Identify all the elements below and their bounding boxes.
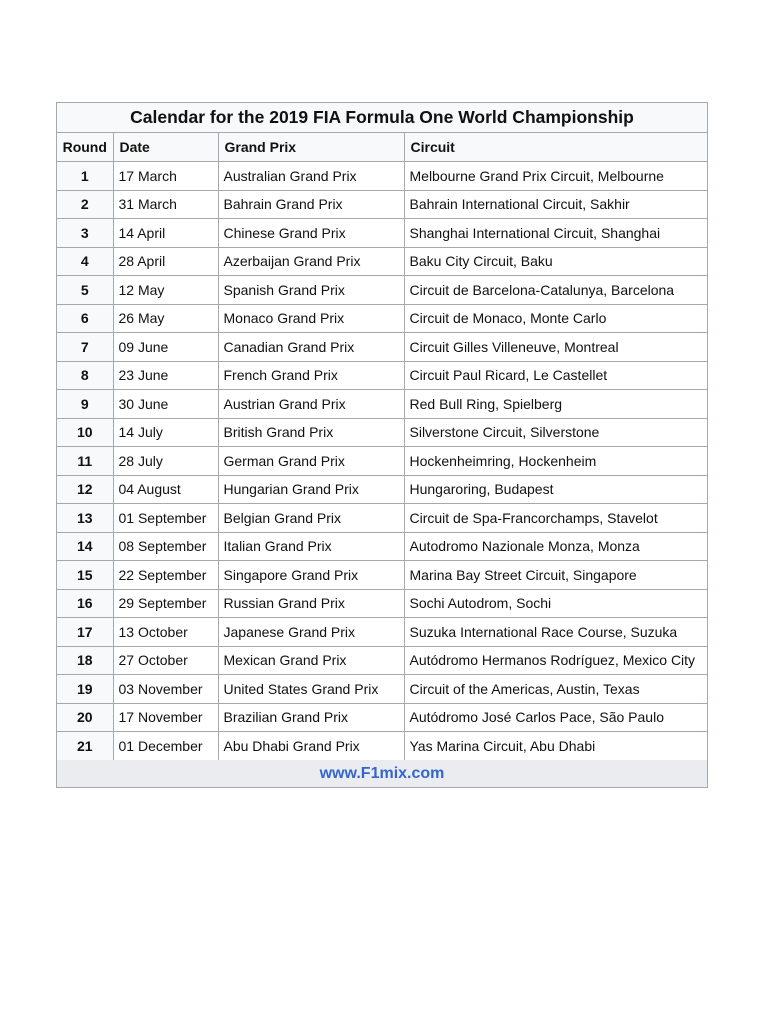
date-cell: 29 September: [113, 589, 218, 618]
round-cell: 9: [57, 390, 113, 419]
grand-prix-cell: Belgian Grand Prix: [218, 504, 404, 533]
grand-prix-cell: Abu Dhabi Grand Prix: [218, 732, 404, 760]
table-title: Calendar for the 2019 FIA Formula One World Championship: [57, 103, 707, 133]
circuit-cell: Silverstone Circuit, Silverstone: [404, 418, 707, 447]
circuit-cell: Circuit Gilles Villeneuve, Montreal: [404, 333, 707, 362]
table-row: [57, 418, 707, 447]
grand-prix-cell: Brazilian Grand Prix: [218, 703, 404, 732]
date-cell: 14 July: [113, 418, 218, 447]
grand-prix-cell: Canadian Grand Prix: [218, 333, 404, 362]
round-cell: 6: [57, 304, 113, 333]
circuit-cell: Circuit of the Americas, Austin, Texas: [404, 675, 707, 704]
table-row: [57, 390, 707, 419]
table-row: [57, 532, 707, 561]
calendar-table: [57, 103, 707, 760]
round-cell: 3: [57, 219, 113, 248]
calendar-table-container: [56, 102, 708, 788]
date-cell: 09 June: [113, 333, 218, 362]
grand-prix-cell: Bahrain Grand Prix: [218, 190, 404, 219]
round-cell: 8: [57, 361, 113, 390]
circuit-cell: Shanghai International Circuit, Shanghai: [404, 219, 707, 248]
date-cell: 12 May: [113, 276, 218, 305]
grand-prix-cell: Russian Grand Prix: [218, 589, 404, 618]
date-cell: 14 April: [113, 219, 218, 248]
date-cell: 23 June: [113, 361, 218, 390]
circuit-cell: Red Bull Ring, Spielberg: [404, 390, 707, 419]
circuit-cell: Bahrain International Circuit, Sakhir: [404, 190, 707, 219]
circuit-cell: Marina Bay Street Circuit, Singapore: [404, 561, 707, 590]
date-cell: 31 March: [113, 190, 218, 219]
grand-prix-cell: Japanese Grand Prix: [218, 618, 404, 647]
grand-prix-cell: United States Grand Prix: [218, 675, 404, 704]
round-cell: 21: [57, 732, 113, 760]
round-cell: 17: [57, 618, 113, 647]
grand-prix-cell: British Grand Prix: [218, 418, 404, 447]
circuit-cell: Suzuka International Race Course, Suzuka: [404, 618, 707, 647]
grand-prix-cell: Chinese Grand Prix: [218, 219, 404, 248]
circuit-cell: Hungaroring, Budapest: [404, 475, 707, 504]
grand-prix-cell: Spanish Grand Prix: [218, 276, 404, 305]
table-row: [57, 675, 707, 704]
round-cell: 16: [57, 589, 113, 618]
round-cell: 11: [57, 447, 113, 476]
date-cell: 03 November: [113, 675, 218, 704]
date-cell: 17 March: [113, 162, 218, 191]
column-header-grand-prix: Grand Prix: [218, 133, 404, 162]
circuit-cell: Autodromo Nazionale Monza, Monza: [404, 532, 707, 561]
table-row: [57, 162, 707, 191]
circuit-cell: Circuit de Barcelona-Catalunya, Barcelona: [404, 276, 707, 305]
date-cell: 28 April: [113, 247, 218, 276]
grand-prix-cell: Mexican Grand Prix: [218, 646, 404, 675]
table-row: [57, 646, 707, 675]
round-cell: 14: [57, 532, 113, 561]
date-cell: 04 August: [113, 475, 218, 504]
round-cell: 19: [57, 675, 113, 704]
date-cell: 17 November: [113, 703, 218, 732]
date-cell: 27 October: [113, 646, 218, 675]
grand-prix-cell: Italian Grand Prix: [218, 532, 404, 561]
round-cell: 1: [57, 162, 113, 191]
circuit-cell: Autódromo José Carlos Pace, São Paulo: [404, 703, 707, 732]
table-row: [57, 333, 707, 362]
round-cell: 5: [57, 276, 113, 305]
table-row: [57, 618, 707, 647]
round-cell: 4: [57, 247, 113, 276]
date-cell: 28 July: [113, 447, 218, 476]
date-cell: 08 September: [113, 532, 218, 561]
table-row: [57, 190, 707, 219]
date-cell: 01 September: [113, 504, 218, 533]
grand-prix-cell: Singapore Grand Prix: [218, 561, 404, 590]
date-cell: 30 June: [113, 390, 218, 419]
table-row: [57, 247, 707, 276]
circuit-cell: Circuit de Monaco, Monte Carlo: [404, 304, 707, 333]
table-row: [57, 475, 707, 504]
grand-prix-cell: Monaco Grand Prix: [218, 304, 404, 333]
circuit-cell: Hockenheimring, Hockenheim: [404, 447, 707, 476]
circuit-cell: Circuit Paul Ricard, Le Castellet: [404, 361, 707, 390]
table-row: [57, 276, 707, 305]
round-cell: 12: [57, 475, 113, 504]
grand-prix-cell: Australian Grand Prix: [218, 162, 404, 191]
date-cell: 13 October: [113, 618, 218, 647]
column-header-round: Round: [57, 133, 113, 162]
table-row: [57, 732, 707, 760]
round-cell: 15: [57, 561, 113, 590]
grand-prix-cell: Azerbaijan Grand Prix: [218, 247, 404, 276]
round-cell: 7: [57, 333, 113, 362]
table-row: [57, 589, 707, 618]
circuit-cell: Autódromo Hermanos Rodríguez, Mexico City: [404, 646, 707, 675]
date-cell: 22 September: [113, 561, 218, 590]
table-row: [57, 504, 707, 533]
circuit-cell: Sochi Autodrom, Sochi: [404, 589, 707, 618]
circuit-cell: Circuit de Spa-Francorchamps, Stavelot: [404, 504, 707, 533]
table-row: [57, 361, 707, 390]
grand-prix-cell: Austrian Grand Prix: [218, 390, 404, 419]
round-cell: 13: [57, 504, 113, 533]
round-cell: 10: [57, 418, 113, 447]
table-row: [57, 447, 707, 476]
column-header-date: Date: [113, 133, 218, 162]
grand-prix-cell: Hungarian Grand Prix: [218, 475, 404, 504]
column-header-circuit: Circuit: [404, 133, 707, 162]
date-cell: 01 December: [113, 732, 218, 760]
round-cell: 2: [57, 190, 113, 219]
circuit-cell: Melbourne Grand Prix Circuit, Melbourne: [404, 162, 707, 191]
circuit-cell: Baku City Circuit, Baku: [404, 247, 707, 276]
table-row: [57, 219, 707, 248]
column-header-row: [57, 133, 707, 162]
circuit-cell: Yas Marina Circuit, Abu Dhabi: [404, 732, 707, 760]
table-row: [57, 304, 707, 333]
round-cell: 20: [57, 703, 113, 732]
grand-prix-cell: German Grand Prix: [218, 447, 404, 476]
table-row: [57, 703, 707, 732]
round-cell: 18: [57, 646, 113, 675]
grand-prix-cell: French Grand Prix: [218, 361, 404, 390]
table-row: [57, 561, 707, 590]
footer-website-link[interactable]: www.F1mix.com: [57, 760, 707, 787]
date-cell: 26 May: [113, 304, 218, 333]
